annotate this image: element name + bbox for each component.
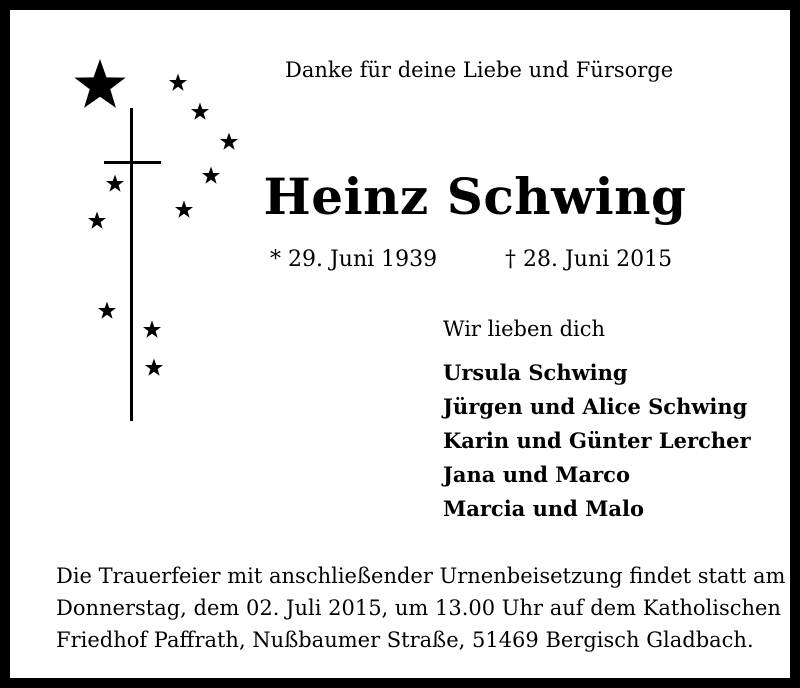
star-icon [98,302,116,319]
list-item: Ursula Schwing [443,360,628,385]
service-line: Donnerstag, dem 02. Juli 2015, um 13.00 Uhr auf dem Katholischen [56,596,781,620]
birth-date: * 29. Juni 1939 [270,247,438,272]
death-date: † 28. Juni 2015 [505,247,673,272]
star-icon [106,175,124,192]
star-icon [191,103,209,120]
service-line: Friedhof Paffrath, Nußbaumer Straße, 51469 Bergisch Gladbach. [56,628,754,652]
cross-icon-horizontal [104,161,161,164]
list-item: Jürgen und Alice Schwing [443,394,748,419]
list-item: Jana und Marco [443,462,630,487]
list-item: Marcia und Malo [443,496,644,521]
service-announcement [56,560,786,656]
love-line: Wir lieben dich [443,317,606,341]
star-icon [74,59,125,108]
cross-icon-vertical [130,108,133,421]
star-icon [175,201,193,218]
star-icon [88,212,106,229]
star-icon [220,133,238,150]
cross-and-stars-decoration [50,50,250,430]
service-line: Die Trauerfeier mit anschließender Urnenbeisetzung findet statt am [56,564,786,588]
star-icon [145,359,163,376]
star-icon [169,74,187,91]
list-item: Karin und Günter Lercher [443,428,751,453]
mourners-list [443,356,751,526]
deceased-name: Heinz Schwing [263,167,687,226]
star-icon [143,321,161,338]
star-icon [202,167,220,184]
motto-text: Danke für deine Liebe und Fürsorge [285,58,674,82]
